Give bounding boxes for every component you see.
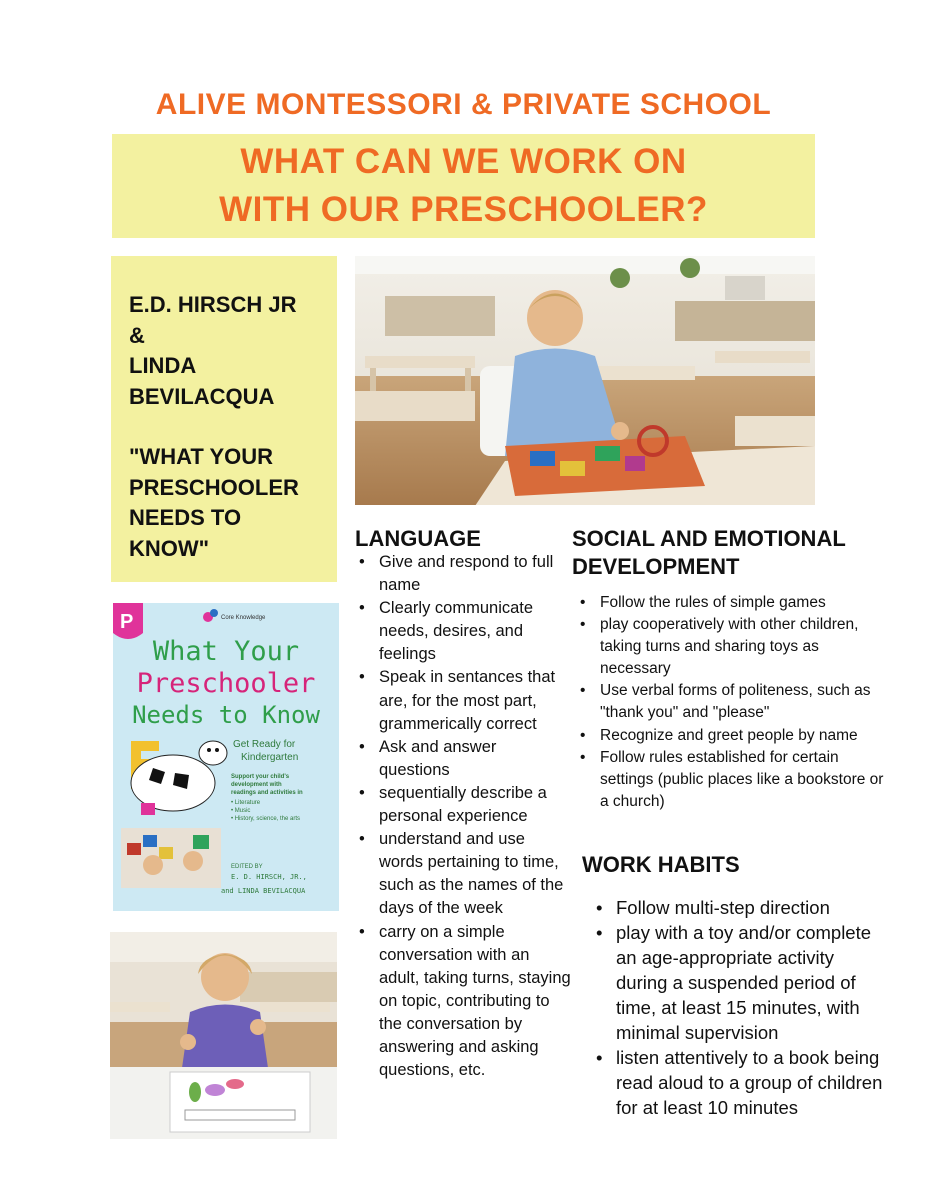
book-title-line: NEEDS TO [129, 505, 242, 530]
language-heading: LANGUAGE [355, 526, 481, 551]
list-item: • Follow multi-step direction [596, 895, 886, 920]
book-cover [113, 603, 339, 911]
book-edited-by: EDITED BY [231, 864, 263, 870]
author-line: LINDA [129, 353, 197, 378]
list-item: • play with a toy and/or complete an age-appropriate activity during a suspended period of time, at least 15 minutes, with minimal supervision [596, 920, 886, 1045]
author-line: & [129, 322, 145, 348]
headline-line-2: WITH OUR PRESCHOOLER? [219, 190, 708, 229]
list-item: • Clearly communicate needs, desires, and feelings [359, 597, 571, 666]
book-title-line: What Your [152, 636, 300, 667]
author-line: BEVILACQUA [129, 383, 275, 409]
author-line: E.D. HIRSCH JR [129, 292, 297, 317]
list-item: • play cooperatively with other children, taking turns and sharing toys as necessary [580, 614, 890, 680]
list-item: • Follow the rules of simple games [580, 592, 890, 614]
book-subtitle: Get Ready for [233, 739, 296, 750]
list-item: • Ask and answer questions [359, 736, 571, 782]
list-item: • Use verbal forms of politeness, such as "thank you" and "please" [580, 680, 890, 724]
book-blurb: development with [231, 782, 282, 788]
book-blurb: readings and activities in [231, 790, 303, 796]
book-bullet: • Music [231, 808, 251, 814]
book-subtitle: Kindergarten [241, 752, 299, 763]
list-item: • Recognize and greet people by name [580, 725, 890, 747]
author-box [111, 256, 337, 582]
list-item: • understand and use words pertaining to time, such as the names of the days of the week [359, 828, 571, 920]
book-title-line: "WHAT YOUR [129, 444, 274, 469]
classroom-photo-girl [110, 932, 337, 1139]
book-badge: P [120, 611, 134, 633]
classroom-photo-boy [355, 256, 815, 505]
list-item: • carry on a simple conversation with an adult, taking turns, staying on topic, contributing to the conversation by answering and asking questions, etc. [359, 921, 571, 1083]
book-title-line: PRESCHOOLER [129, 474, 299, 500]
book-title-line: Needs to Know [132, 701, 320, 729]
book-title-line: Preschooler [136, 668, 316, 699]
book-title-line: KNOW" [129, 535, 210, 561]
social-heading-line: SOCIAL AND EMOTIONAL [572, 526, 846, 551]
work-habits-list [596, 895, 886, 1120]
work-habits-heading: WORK HABITS [582, 852, 740, 877]
headline-line-1: WHAT CAN WE WORK ON [240, 142, 687, 181]
list-item: • Follow rules established for certain settings (public places like a bookstore or a church) [580, 747, 890, 813]
book-editor: E. D. HIRSCH, JR., [231, 873, 307, 881]
list-item: • listen attentively to a book being read aloud to a group of children for at least 10 minutes [596, 1045, 886, 1120]
book-bullet: • Literature [231, 800, 261, 806]
author-text [129, 290, 299, 564]
list-item: • Speak in sentances that are, for the most part, grammerically correct [359, 666, 571, 735]
list-item: • sequentially describe a personal experience [359, 782, 571, 828]
book-blurb: Support your child's [231, 774, 290, 780]
social-heading [572, 525, 846, 581]
language-list [359, 551, 571, 1082]
list-item: • Give and respond to full name [359, 551, 571, 597]
social-heading-line: DEVELOPMENT [572, 554, 740, 579]
school-name: ALIVE MONTESSORI & PRIVATE SCHOOL [155, 88, 772, 121]
book-publisher: Core Knowledge [221, 615, 266, 621]
headline-banner [112, 134, 815, 238]
book-bullet: • History, science, the arts [231, 816, 301, 822]
book-editor: and LINDA BEVILACQUA [221, 887, 306, 895]
social-list [580, 592, 890, 813]
